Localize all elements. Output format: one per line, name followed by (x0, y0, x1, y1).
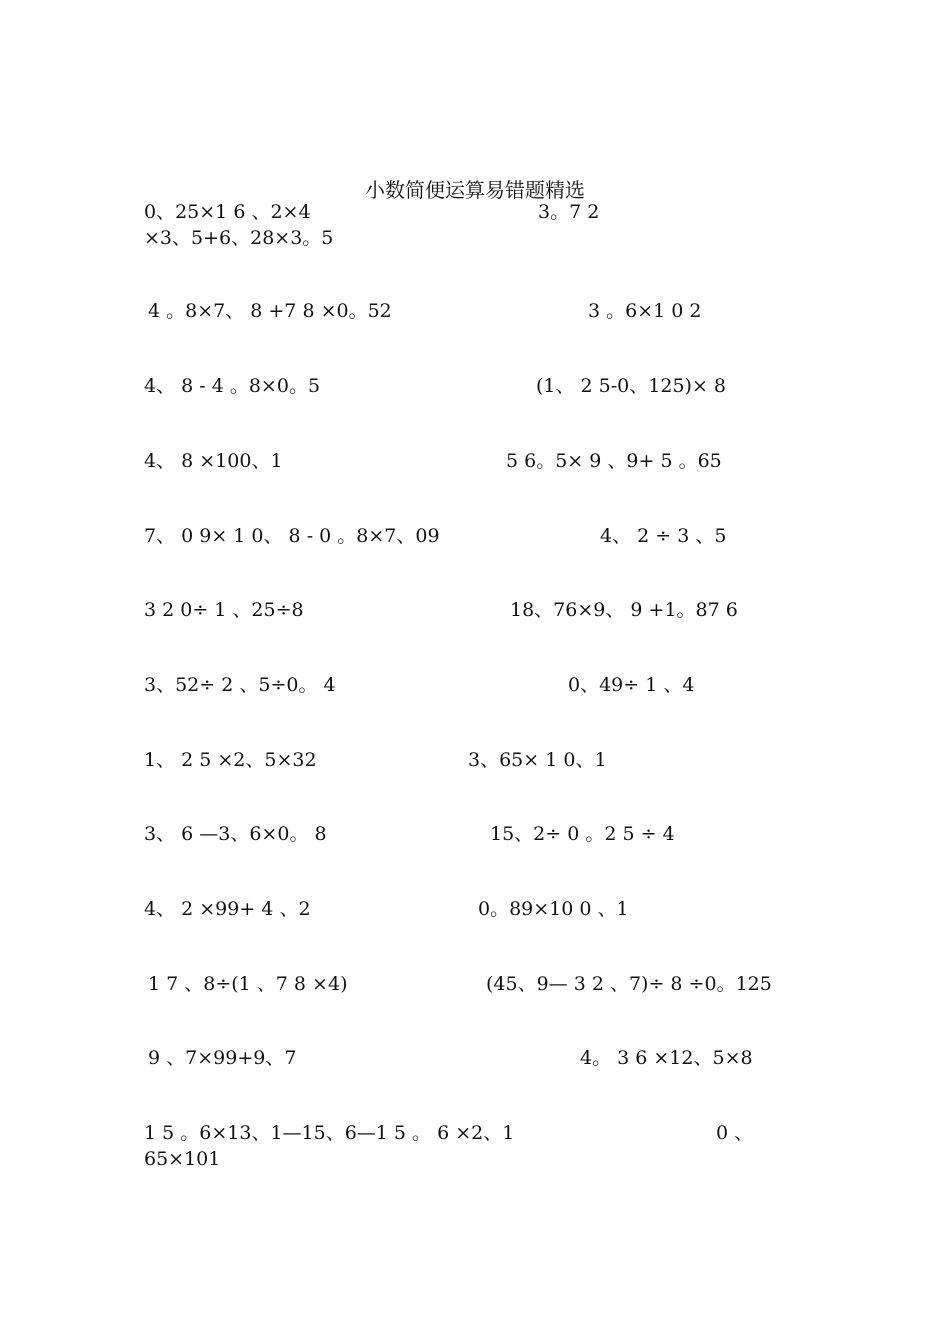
problem-12-right: 4。 3 6 ×12、5×8 (580, 1047, 753, 1069)
problem-13-right: 0 、 (716, 1122, 754, 1144)
problem-11-left: 1 7 、8÷(1 、7 8 ×4) (148, 973, 348, 995)
problem-8-left: 1、 2 5 ×2、5×32 (144, 749, 317, 771)
problem-6-left: 3 2 0÷ 1 、25÷8 (144, 599, 304, 621)
problem-10-left: 4、 2 ×99+ 4 、2 (144, 898, 311, 920)
problem-1-continued: ×3、5+6、28×3。5 (144, 227, 334, 249)
problem-4-left: 4、 8 ×100、1 (144, 450, 283, 472)
problem-12-left: 9 、7×99+9、7 (148, 1047, 297, 1069)
problem-4-right: 5 6。5× 9 、9+ 5 。65 (506, 450, 722, 472)
problem-13-continued: 65×101 (144, 1148, 221, 1170)
problem-5-right: 4、 2 ÷ 3 、5 (600, 525, 727, 547)
problem-3-left: 4、 8 - 4 。8×0。5 (144, 375, 321, 397)
problem-9-right: 15、2÷ 0 。2 5 ÷ 4 (490, 823, 675, 845)
problem-1-right: 3。7 2 (538, 201, 600, 223)
problem-2-right: 3 。6×1 0 2 (588, 300, 702, 322)
problem-10-right: 0。89×10 0 、1 (478, 898, 629, 920)
problem-1-left: 0、25×1 6 、2×4 (144, 201, 311, 223)
page-title: 小数简便运算易错题精选 (365, 178, 585, 202)
problem-6-right: 18、76×9、 9 +1。87 6 (510, 599, 738, 621)
problem-11-right: (45、9— 3 2 、7)÷ 8 ÷0。125 (486, 973, 772, 995)
problem-3-right: (1、 2 5-0、125)× 8 (536, 375, 726, 397)
problem-7-left: 3、52÷ 2 、5÷0。 4 (144, 674, 336, 696)
problem-9-left: 3、 6 —3、6×0。 8 (144, 823, 327, 845)
problem-5-left: 7、 0 9× 1 0、 8 - 0 。8×7、09 (144, 525, 440, 547)
problem-2-left: 4 。8×7、 8 +7 8 ×0。52 (148, 300, 392, 322)
problem-7-right: 0、49÷ 1 、4 (568, 674, 695, 696)
problem-13-left: 1 5 。6×13、1—15、6—1 5 。 6 ×2、1 (144, 1122, 515, 1144)
problem-8-right: 3、65× 1 0、1 (468, 749, 607, 771)
